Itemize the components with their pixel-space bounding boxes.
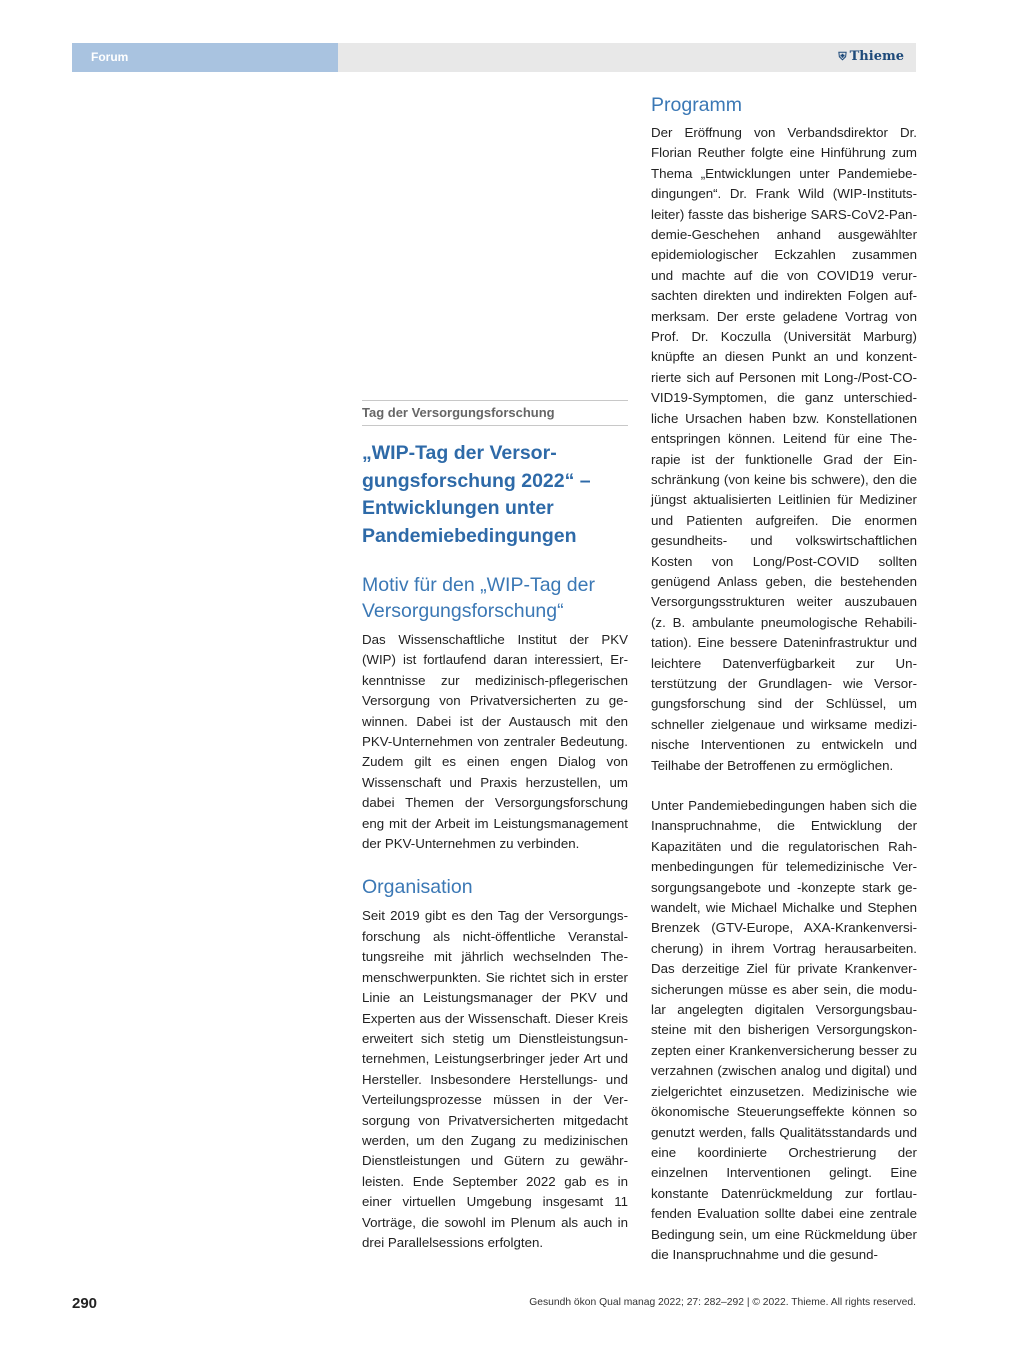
thieme-shield-icon: ⛨: [838, 50, 847, 63]
running-header: [72, 43, 916, 72]
section-heading-programm: Programm: [651, 94, 743, 116]
page-number: 290: [72, 1295, 98, 1312]
paragraph-programm-2: Unter Pandemiebedingungen haben sich die Inanspruchnahme, die Entwicklung der Kapazitäten und die regulatorischen Rahmenbedingungen für telemedizinische Versorgungsangebote und -konzepte stark gewandelt, wie Michael Michalke und Stephen Brenzek (GTV-Europe, AXA-Krankenversicherung) in ihrem Vortrag herausarbeiten. Das derzeitige Ziel für private Krankenversicherungen müsse es aber sein, die modular angelegten digitalen Versorgungsbausteine mit den bisherigen Versorgungskonzepten einer Krankenversicherung besser zu verzahnen (zwischen analog und digital) und zielgerichtet einzusetzen. Medizinische wie ökonomische Steuerungseffekte können so genutzt werden, falls Qualitätsstandards und eine koordinierte Orchestrierung der einzelnen Interventionen gelingt. Eine konstante Datenrückmeldung zur fortlaufenden Evaluation sollte dabei eine zentrale Bedingung sein, um eine Rückmeldung über die Inanspruchnahme und die gesund-: [651, 798, 917, 1262]
paragraph-motiv: Das Wissenschaftliche Institut der PKV (WIP) ist fortlaufend daran interessiert, Erkenntnisse zur medizinisch-pflegerischen Versorgung von Privatversicherten zu gewinnen. Dabei ist der Austausch mit den PKV-Unternehmen von zentraler Bedeutung. Zudem gilt es einen engen Dialog von Wissenschaft und Praxis herzustellen, um dabei Themen der Versorgungsforschung eng mit der Arbeit im Leistungsmanagement der PKV-Unternehmen zu verbinden.: [362, 632, 628, 852]
publisher-name: Thieme: [849, 49, 904, 64]
section-heading-organisation: Organisation: [362, 876, 473, 899]
article-rubric: Tag der Versorgungsforschung: [362, 400, 628, 426]
journal-citation: Gesundh ökon Qual manag 2022; 27: 282–292 | © 2022. Thieme. All rights reserved.: [529, 1297, 916, 1308]
section-heading-motiv: Motiv für den „WIP-Tag der Versorgungsforschung“: [362, 574, 595, 622]
right-column: [651, 92, 917, 1265]
paragraph-organisation: Seit 2019 gibt es den Tag der Versorgungsforschung als nicht-öffentliche Veranstaltungsreihe mit jährlich wechselnden Themenschwerpunkten. Sie richtet sich in erster Linie an Leistungsmanager der PKV und Experten aus der Wissenschaft. Dieser Kreis erweitert sich stetig um Dienstleistungsunternehmen, Leistungserbringer jeder Art und Hersteller. Insbesondere Herstellungs- und Verteilungsprozesse müssen in der Versorgung von Privatversicherten mitgedacht werden, um den Zugang zu medizinischen Dienstleistungen und Gütern zu gewährleisten. Ende September 2022 gab es in einer virtuellen Umgebung insgesamt 11 Vorträge, die sowohl im Plenum als auch in drei Parallelsessions erfolgten.: [362, 908, 628, 1250]
article-title: „WIP-Tag der Versorgungsforschung 2022“ – Entwicklungen unter Pandemiebedingungen: [362, 442, 591, 547]
section-label: Forum: [91, 50, 129, 64]
paragraph-programm-1: Der Eröffnung von Verbandsdirektor Dr. Florian Reuther folgte eine Hinführung zum Thema „Entwicklungen unter Pandemiebedingungen“. Dr. Frank Wild (WIP-Institutsleiter) fasste das bisherige SARS-CoV2-Pandemie-Geschehen anhand ausgewählter epidemiologischer Eckzahlen zusammen und machte auf die von COVID19 verursachten direkten und indirekten Folgen aufmerksam. Der erste geladene Vortrag von Prof. Dr. Koczulla (Universität Marburg) knüpfte an diesen Punkt an und konzentrierte sich auf Personen mit Long-/Post-COVID19-Symptomen, die ganz unterschiedliche Ursachen haben bzw. Konstellationen entspringen können. Leitend für eine Therapie ist der funktionelle Grad der Einschränkung (von keine bis schwere), den die jüngst aktualisierten Leitlinien für Mediziner und Patienten aufgreifen. Die enormen gesundheits- und volkswirtschaftlichen Kosten von Long/Post-COVID sollten genügend Anlass geben, die bestehenden Versorgungsstrukturen weiter auszubauen (z. B. ambulante pneumologische Rehabilitation). Eine bessere Dateninfrastruktur und leichtere Datenverfügbarkeit zur Unterstützung der Grundlagen- wie Versorgungsforschung sind der Schlüssel, um schneller zielgenaue und wirksame medizinische Interventionen zu entwickeln und Teilhabe der Betroffenen zu ermöglichen.: [651, 125, 917, 773]
left-column: [362, 400, 628, 1253]
section-tab: [72, 43, 338, 72]
publisher-logo: [838, 49, 904, 64]
